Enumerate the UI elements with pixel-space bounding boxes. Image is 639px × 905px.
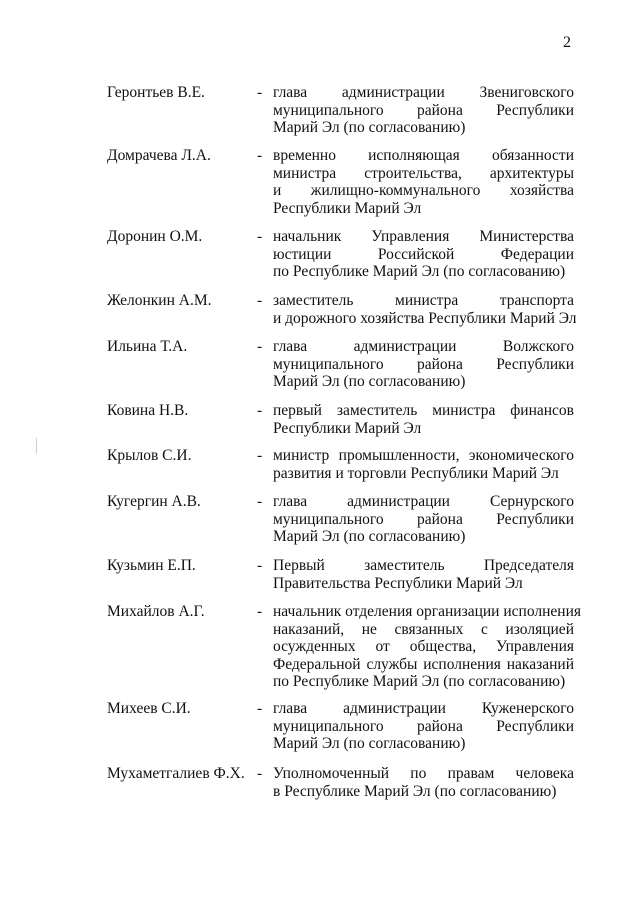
position-line: и жилищно-коммунального хозяйства [273,182,574,199]
position-line: муниципального района Республики [273,355,574,373]
position-line: глава администрации Волжского [273,338,574,355]
member-name: Желонкин А.М. [107,292,212,309]
position-line: заместитель министра транспорта [273,292,574,309]
position-line: Республики Марий Эл [273,419,422,437]
position-line: муниципального района Республики [273,510,574,528]
position-line: Марий Эл (по согласованию) [273,528,466,545]
dash-separator: - [257,557,263,574]
dash-separator: - [257,338,263,355]
dash-separator: - [257,147,263,164]
position-line: юстиции Российской Федерации [273,245,574,263]
dash-separator: - [257,228,263,245]
member-name: Кугергин А.В. [107,493,201,510]
dash-separator: - [257,447,263,464]
position-line: глава администрации Куженерского [273,700,574,717]
member-position [273,147,574,217]
margin-mark [36,438,37,454]
member-position [273,84,574,137]
position-line: Республики Марий Эл [273,199,422,217]
position-line: глава администрации Сернурского [273,493,574,510]
position-line: развития и торговли Республики Марий Эл [273,464,559,482]
page-number: 2 [563,34,571,51]
position-line: по Республике Марий Эл (по согласованию) [273,263,566,280]
position-line: начальник Управления Министерства [273,228,574,245]
position-line: министр промышленности, экономического [273,447,574,464]
dash-separator: - [257,84,263,101]
position-line: начальник отделения организации исполнения [273,603,581,620]
member-name: Мухаметгалиев Ф.Х. [107,765,245,782]
dash-separator: - [257,765,263,782]
position-line: муниципального района Республики [273,101,574,119]
member-position [273,493,574,546]
member-position [273,228,574,281]
member-name: Крылов С.И. [107,447,192,464]
position-line: Первый заместитель Председателя [273,557,574,574]
member-position [273,447,574,482]
member-name: Ковина Н.В. [107,402,189,419]
position-line: Федеральной службы исполнения наказаний [273,655,574,673]
position-line: муниципального района Республики [273,717,574,735]
dash-separator: - [257,292,263,309]
member-name: Кузьмин Е.П. [107,557,196,574]
member-position [273,603,581,691]
position-line: наказаний, не связанных с изоляцией [273,620,574,638]
member-name: Ильина Т.А. [107,338,188,355]
member-position [273,557,574,592]
dash-separator: - [257,493,263,510]
position-line: в Республике Марий Эл (по согласованию) [273,782,557,800]
dash-separator: - [257,402,263,419]
member-name: Геронтьев В.Е. [107,84,205,101]
member-name: Михеев С.И. [107,700,191,717]
member-position [273,765,574,800]
position-line: Марий Эл (по согласованию) [273,373,466,390]
position-line: Марий Эл (по согласованию) [273,119,466,136]
member-name: Михайлов А.Г. [107,603,205,620]
member-position [273,700,574,753]
position-line: и дорожного хозяйства Республики Марий Эл [273,309,577,327]
position-line: глава администрации Звениговского [273,84,574,101]
member-position [273,402,574,437]
position-line: осужденных от общества, Управления [273,638,574,655]
position-line: первый заместитель министра финансов [273,402,574,419]
member-name: Домрачева Л.А. [107,147,211,164]
member-position [273,338,574,391]
position-line: по Республике Марий Эл (по согласованию) [273,673,566,690]
position-line: Марий Эл (по согласованию) [273,735,466,752]
position-line: министра строительства, архитектуры [273,164,574,182]
position-line: временно исполняющая обязанности [273,147,574,164]
dash-separator: - [257,700,263,717]
position-line: Правительства Республики Марий Эл [273,574,523,592]
position-line: Уполномоченный по правам человека [273,765,574,782]
dash-separator: - [257,603,263,620]
member-position [273,292,577,327]
member-name: Доронин О.М. [107,228,203,245]
